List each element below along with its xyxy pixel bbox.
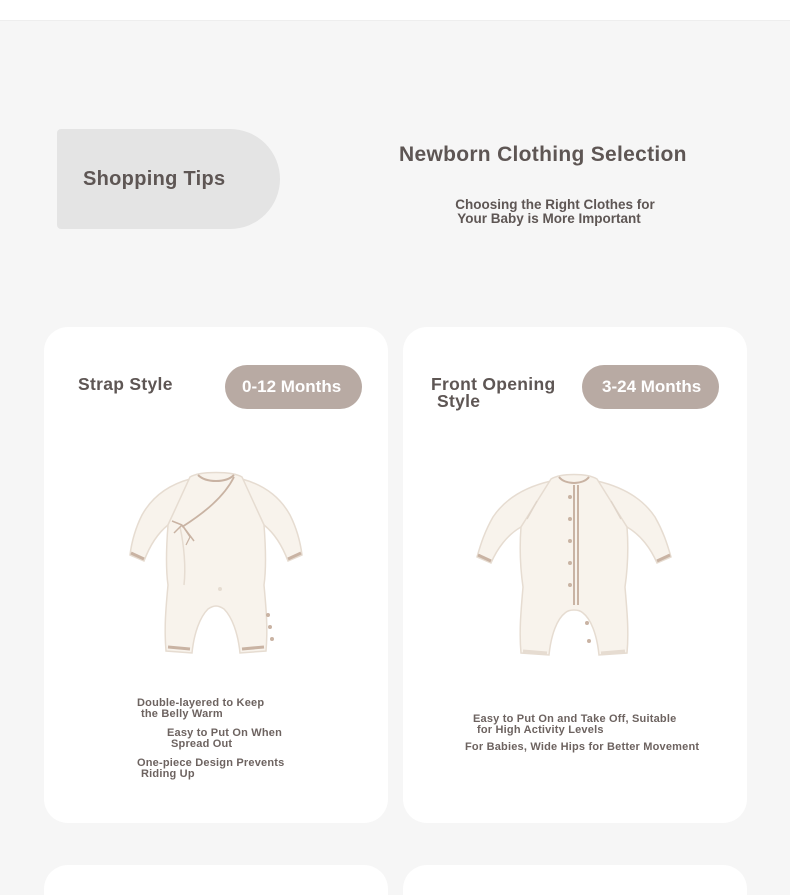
page-title: Newborn Clothing Selection	[399, 143, 687, 166]
feature-line: One-piece Design Prevents	[137, 757, 285, 769]
feature-line: Easy to Put On and Take Off, Suitable	[473, 713, 677, 725]
feature-item	[465, 742, 699, 753]
feature-line: Spread Out	[171, 738, 233, 750]
age-badge-label: 3-24 Months	[602, 377, 702, 396]
age-badge	[225, 365, 362, 409]
shopping-tips-tab	[57, 129, 280, 229]
strap-style-card	[44, 327, 388, 823]
subtitle-line-2: Your Baby is More Important	[457, 211, 641, 226]
card-title-line-1: Front Opening	[431, 374, 556, 394]
next-card-left	[44, 865, 388, 895]
subtitle-line-1: Choosing the Right Clothes for	[455, 197, 655, 212]
front-opening-card	[403, 327, 747, 823]
page-subtitle	[420, 198, 690, 226]
snap-front-romper-icon	[475, 473, 673, 665]
top-strip	[0, 0, 790, 21]
feature-item	[137, 758, 284, 780]
feature-line: for High Activity Levels	[477, 724, 604, 736]
feature-line: Double-layered to Keep	[137, 697, 265, 709]
shopping-tips-label: Shopping Tips	[83, 167, 226, 190]
card-title	[431, 376, 555, 410]
feature-line: the Belly Warm	[141, 708, 223, 720]
feature-line: For Babies, Wide Hips for Better Movement	[465, 741, 700, 753]
card-title: Strap Style	[78, 374, 173, 394]
feature-line: Easy to Put On When	[167, 727, 283, 739]
age-badge-label: 0-12 Months	[242, 377, 342, 396]
next-card-right	[403, 865, 747, 895]
feature-item	[137, 698, 264, 720]
feature-line: Riding Up	[141, 768, 195, 780]
feature-item	[167, 728, 282, 750]
age-badge	[582, 365, 719, 409]
wrap-romper-icon	[128, 467, 304, 667]
feature-item	[473, 714, 676, 736]
card-title-line-2: Style	[437, 391, 481, 411]
